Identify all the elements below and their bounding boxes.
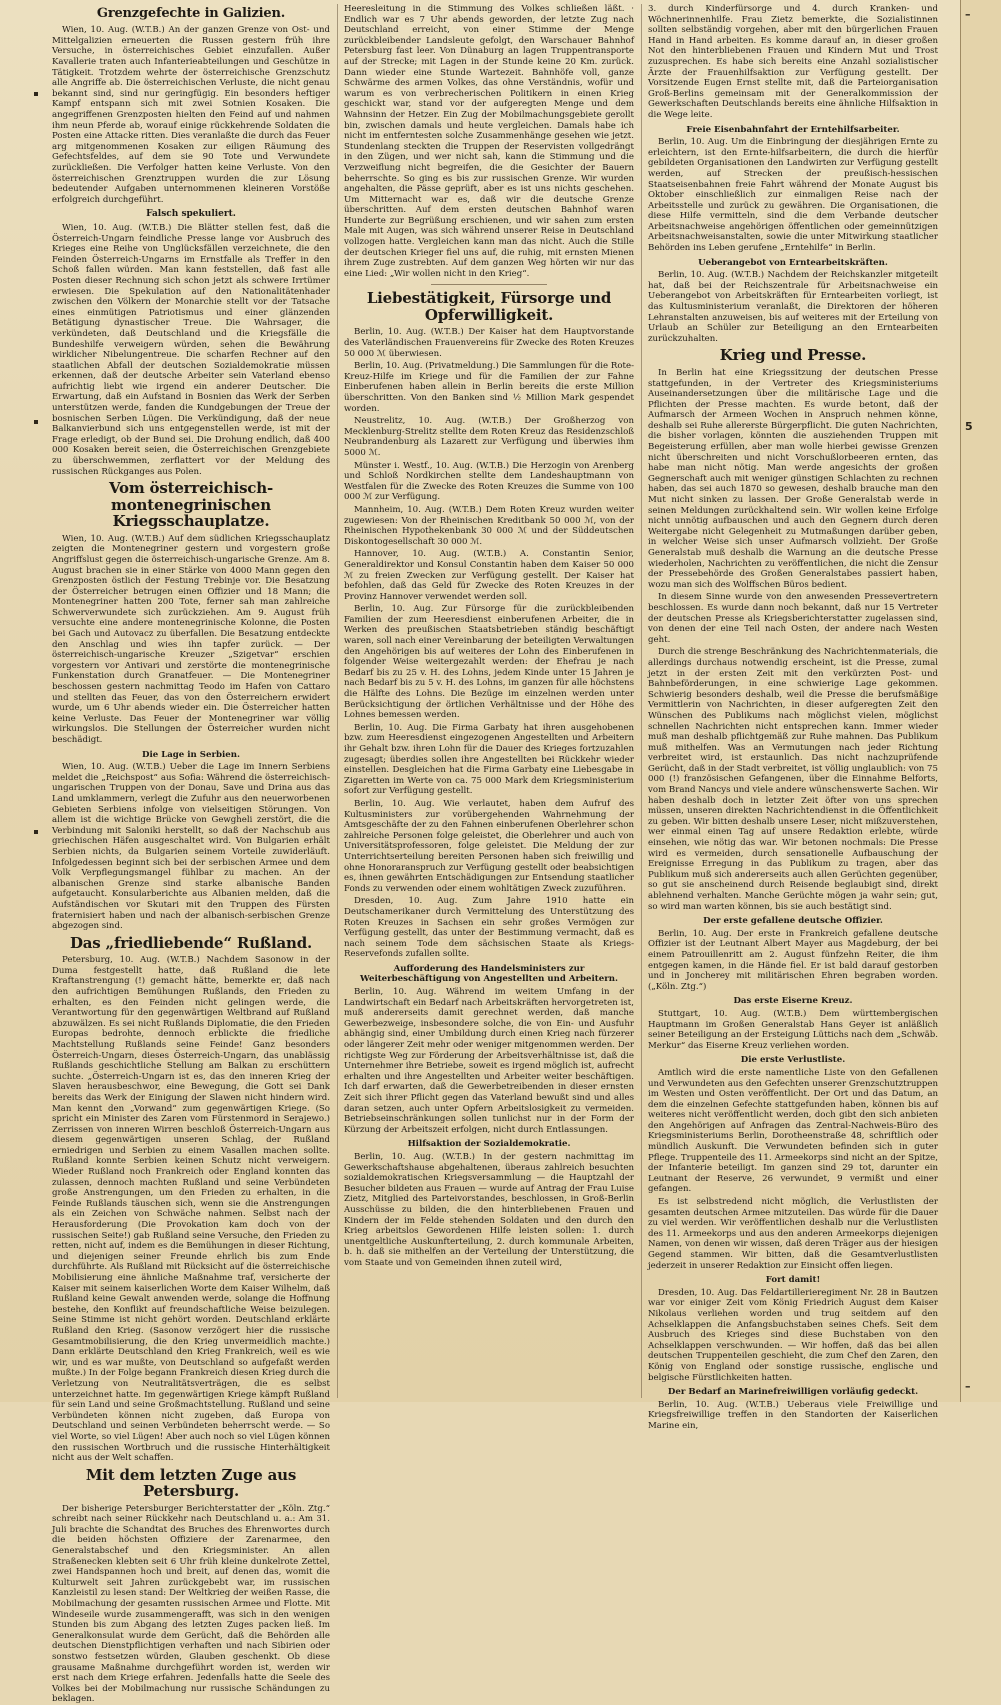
right-page-edge bbox=[960, 0, 1001, 1402]
column-1 bbox=[52, 4, 330, 1705]
column-2 bbox=[344, 4, 634, 1398]
article-paragraph: Wien, 10. Aug. (W.T.B.) Ueber die Lage im Innern Serbiens meldet die „Reichspost“ aus Sofia: Während die österreichisch-ungarischen Truppen von der Donau, Save und Drina aus das Land umklammern, verlegt die Zufuhr aus den neuerworbenen Gebieten Serbiens infolge von vielseitigen Störungen. Von allem ist die wichtige Brücke von Gewgheli zerstört, die die Verbindung mit Saloniki herstellt, so daß der Nachschub aus griechischen Häfen ausgeschaltet wird. Von Bulgarien erhält Serbien nichts, da Bulgarien seinem Vorteile zuwiderläuft. Infolgedessen beginnt sich bei der serbischen Armee und dem Volk Verpflegungsmangel fühlbar zu machen. An der albanischen Grenze sind starke albanische Banden aufgetaucht. Konsularberichte aus Albanien melden, daß die Aufständischen vor Skutari mit den Truppen des Fürsten fraternisiert haben und nach der albanisch-serbischen Grenze abgezogen sind. bbox=[52, 762, 330, 932]
article-paragraph: Mannheim, 10. Aug. (W.T.B.) Dem Roten Kreuz wurden weiter zugewiesen: Von der Rheinischen Kreditbank 50 000 ℳ, von der Rheinischen Hypothekenbank 30 000 ℳ und der Süddeutschen Diskontogesellschaft 30 000 ℳ. bbox=[344, 504, 634, 547]
article-paragraph: Berlin, 10. Aug. (Privatmeldung.) Die Sammlungen für die Rote-Kreuz-Hilfe im Kriege und für die Familien der zur Fahne Einberufenen haben allein in Berlin bereits die erste Million überschritten. Von den Banken sind ½ Million Mark gespendet worden. bbox=[344, 361, 634, 414]
column-rule bbox=[641, 4, 642, 1398]
article-paragraph: 3. durch Kinderfürsorge und 4. durch Kranken- und Wöchnerinnenhilfe. Frau Zietz bemerkte, die Sozialistinnen sollten selbständig vorgehen, aber mit den bürgerlichen Frauen Hand in Hand arbeiten. Es komme darauf an, in dieser großen Not den hinterbliebenen Frauen und Kindern Mut und Trost zuzusprechen. Es habe sich bereits eine Anzahl sozialistischer Ärzte der Frauenhilfsaktion zur Verfügung gestellt. Der Vorsitzende Eugen Ernst stellte mit, daß die Parteiorganisation Groß-Berlins gemeinsam mit der Generalkommission der Gewerkschaften Deutschlands bereits eine ähnliche Hilfsaktion in die Wege leite. bbox=[648, 4, 938, 120]
article-paragraph: Berlin, 10. Aug. (W.T.B.) Der Kaiser hat dem Hauptvorstande des Vaterländischen Frauenvereins für Zwecke des Roten Kreuzes 50 000 ℳ überwiesen. bbox=[344, 327, 634, 359]
subheading-eisernes-kreuz: Das erste Eiserne Kreuz. bbox=[733, 996, 853, 1007]
left-margin-binding bbox=[0, 0, 46, 1402]
subheading-marinefreiwillige: Der Bedarf an Marinefreiwilligen vorläufig gedeckt. bbox=[667, 1387, 919, 1398]
article-paragraph: Durch die strenge Beschränkung des Nachrichtenmaterials, die allerdings durchaus notwendig erscheint, ist die Presse, zumal jetzt in der ersten Zeit mit den verkürzten Post- und Bahnbeförderungen, in eine schwierige Lage gekommen. Schwierig besonders deshalb, weil die Presse die berufsmäßige Vermittlerin von Nachrichten, in dieser aufgeregten Zeit den Wünschen des Publikums nach möglichst vielen, möglichst schnellen Nachrichten nicht entsprechen kann. Immer wieder muß man deshalb pflichtgemäß zur Ruhe mahnen. Das Publikum muß mithelfen. Was an Vermutungen nach jeder Richtung verbreitet wird, ist erstaunlich. Das nicht nachzuprüfende Gerücht, daß in der Stadt verbreitet, ist völlig unglaublich: von 75 000 (!) französischen Gefangenen, über die Einnahme Belforts, vom Brand Nancys und viele andere wünschenswerte Sachen. Wir haben deshalb doch in letzter Zeit öfter von uns sprechen müssen, unseren direkten Nachrichtendienst in die Öffentlichkeit zu geben. Wir bitten deshalb unsere Leser, nicht mißzuverstehen, wer einmal einen Tag auf unsere Redaktion erlebte, würde einsehen, wie nötig das war. Wir betonen nochmals: Die Presse wird es vermeiden, durch sensationelle Aufbauschung der Ereignisse Erregung in das Publikum zu tragen, aber das Publikum muß sich andererseits auch allen Gerüchten gegenüber, so gut sie anscheinend durch Reisende beglaubigt sind, direkt ablehnend verhalten. Manche Gerüchte mögen ja wahr sein; gut, so wird man warten können, bis sie auch bestätigt sind. bbox=[648, 647, 938, 912]
article-paragraph: Wien, 10. Aug. (W.T.B.) An der ganzen Grenze von Ost- und Mittelgalizien erneuerten die Russen gestern früh ihre Versuche, in österreichisches Gebiet einzufallen. Außer Kavallerie traten auch Infanterieabteilungen und Geschütze in Tätigkeit. Trotzdem wehrte der österreichische Grenzschutz alle Angriffe ab. Die österreichischen Verluste, die nicht genau bekannt sind, sind nur geringfügig. Ein besonders heftiger Kampf entspann sich mit zwei Sotnien Kosaken. Die angegriffenen Grenzposten hielten den Feind auf und nahmen ihm neun Pferde ab, worauf einige rückkehrende Soldaten die Posten eine Attacke ritten. Dies veranlaßte die durch das Feuer arg mitgenommenen Kosaken zur eiligen Räumung des Gefechtsfeldes, auf dem sie 90 Tote und Verwundete zurückließen. Die Verfolger hatten keine Verluste. Von den österreichischen Grenztruppen wurden die zur Lösung bedeutender Aufgaben unternommenen kleineren Vorstöße erfolgreich durchgeführt. bbox=[52, 25, 330, 205]
article-paragraph: Berlin, 10. Aug. Wie verlautet, haben dem Aufruf des Kultusministers zur vorübergehenden Wahrnehmung der Amtsgeschäfte der zu den Fahnen einberufenen Oberlehrer schon zahlreiche Personen folge geleistet, die Oberlehrer und auch von Universitätsprofessoren, folge geleistet. Die Meldung der zur Unterrichtserteilung bereiten Personen haben sich freiwillig und ohne Honoraranspruch zur Verfügung gestellt oder beabsichtigen es, ihnen gewährten Entschädigungen zur Entsendung staatlicher Fonds zu verwenden oder einem wohltätigen Zweck zuzuführen. bbox=[344, 798, 634, 894]
headline-montenegro: Vom österreichisch-montenegrinischen Kriegsschauplatze. bbox=[109, 479, 273, 531]
subheading-falsch-spekuliert: Falsch spekuliert. bbox=[146, 209, 236, 220]
article-paragraph: Münster i. Westf., 10. Aug. (W.T.B.) Die Herzogin von Arenberg und Schloß Nordkirchen stellte dem Landeshauptmann von Westfalen für die Zwecke des Roten Kreuzes die Summe von 100 000 ℳ zur Verfügung. bbox=[344, 460, 634, 503]
article-paragraph: Berlin, 10. Aug. (W.T.B.) In der gestern nachmittag im Gewerkschaftshause abgehaltenen, überaus zahlreich besuchten sozialdemokratischen Kriegsversammlung — die Hauptzahl der Besucher bildeten aus Frauen — wurde auf Antrag der Frau Luise Zietz, Mitglied des Parteivorstandes, beschlossen, in Groß-Berlin Ausschüsse zu bilden, die den hinterbliebenen Frauen und Kindern der im Felde stehenden Soldaten und den durch den Krieg arbeitslos Gewordenen Hilfe leisten sollen: 1. durch unentgeltliche Auskunfterteilung, 2. durch kommunale Arbeiten, b. h. daß sie mithelfen an der Verteilung der Unterstützung, die vom Staate und von Gemeinden ihnen zuteil wird, bbox=[344, 1151, 634, 1268]
article-paragraph: Der bisherige Petersburger Berichterstatter der „Köln. Ztg.“ schreibt nach seiner Rückkehr nach Deutschland u. a.: Am 31. Juli brachte die Schandtat des Bruches des Ehrenwortes durch die beiden höchsten Offiziere der Zarenarmee, den Generalstabschef und den Kriegsminister. An allen Straßenecken klebten seit 6 Uhr früh kleine dunkelrote Zettel, zwei Handspannen hoch und breit, auf denen das, womit die Kulturwelt seit Jahren zurückgebebt war, im russischen Kanzleistil zu lesen stand: Der Weltkrieg der weißen Rasse, die Mobilmachung der gesamten russischen Armee und Flotte. Mit Windeseile wurde zusammengerafft, was sich in den wenigen Stunden bis zum Abgang des letzten Zuges packen ließ. Im Generalkonsulat wurde dem Gerücht, daß die Behörden alle deutschen Dienstpflichtigen verhaften und nach Sibirien oder sonstwo festsetzen würden, Glauben geschenkt. Ob diese grausame Maßnahme durchgeführt worden ist, werden wir erst nach dem Kriege erfahren. Jedenfalls hatte die Seele des Volkes bei der Mobilmachung nur russische Schändungen zu beklagen. bbox=[52, 1503, 330, 1705]
headline-krieg-und-presse: Krieg und Presse. bbox=[719, 346, 867, 365]
headline-liebestaetigkeit: Liebestätigkeit, Fürsorge und Opferwilligkeit. bbox=[366, 289, 612, 324]
article-paragraph: Hannover, 10. Aug. (W.T.B.) A. Constantin Senior, Generaldirektor und Konsul Constantin haben dem Kaiser 50 000 ℳ zu freien Zwecken zur Verfügung gestellt. Der Kaiser hat befohlen, daß das Geld für Zwecke des Roten Kreuzes in der Provinz Hannover verwendet werden soll. bbox=[344, 549, 634, 602]
article-paragraph: Berlin, 10. Aug. Der erste in Frankreich gefallene deutsche Offizier ist der Leutnant Albert Mayer aus Magdeburg, der bei einem Patrouillenritt am 2. August fünfzehn Reiter, die ihm entgegen kamen, in die Hände fiel. Er ist bald darauf gestorben und in Joncherey mit militärischen Ehren begraben worden. („Köln. Ztg.“) bbox=[648, 928, 938, 992]
subheading-erster-offizier: Der erste gefallene deutsche Offizier. bbox=[703, 916, 883, 927]
article-paragraph: Dresden, 10. Aug. Zum Jahre 1910 hatte ein Deutschamerikaner durch Vermittelung des Unterstützung des Roten Kreuzes in Sachsen ein sehr großes Vermögen zur Verfügung gestellt, das unter der Bestimmung vermacht, daß es nach seinem Tode dem sächsischen Staate als Kriegs-Reservefonds zufallen sollte. bbox=[344, 896, 634, 960]
subheading-serbien: Die Lage in Serbien. bbox=[142, 749, 240, 760]
article-paragraph: Berlin, 10. Aug. (W.T.B.) Nachdem der Reichskanzler mitgeteilt hat, daß bei der Reichszentrale für Arbeitsnachweise ein Ueberangebot von Arbeitskräften für Erntearbeiten vorliegt, ist das Kultusministerium veranlaßt, die Direktoren der höheren Lehranstalten anzuweisen, bis auf weiteres mit der Erteilung von Urlaub an Schüler zur Beteiligung an den Erntearbeiten zurückzuhalten. bbox=[648, 270, 938, 344]
article-paragraph: Dresden, 10. Aug. Das Feldartillerieregiment Nr. 28 in Bautzen war vor einiger Zeit vom König Friedrich August dem Kaiser Nikolaus verliehen worden und trug seitdem auf den Achselklappen die Anfangsbuchstaben seines Chefs. Seit dem Ausbruch des Krieges sind diese Buchstaben von den Achselklappen verschwunden. — Wir hoffen, daß das bei allen deutschen Truppenteilen geschieht, die zum Chef den Zaren, den König von England oder sonstige russische, englische und belgische Fürstlichkeiten hatten. bbox=[648, 1287, 938, 1383]
subheading-handelsminister: Aufforderung des Handelsministers zur Weiterbeschäftigung von Angestellten und Arbeitern. bbox=[360, 963, 618, 985]
subheading-verlustliste: Die erste Verlustliste. bbox=[740, 1055, 846, 1066]
subheading-ueberangebot: Ueberangebot von Erntearbeitskräften. bbox=[698, 257, 888, 268]
article-paragraph: In Berlin hat eine Kriegssitzung der deutschen Presse stattgefunden, in der Vertreter des Kriegsministeriums Auseinandersetzungen über die militärische Lage und die Pflichten der Presse machten. Es wurde betont, daß der Aufmarsch der Armeen Wochen in Anspruch nehmen könne, deshalb sei Ruhe allererste Bürgerpflicht. Die guten Nachrichten, die bisher vorlagen, könnten die ausziehenden Truppen mit Begeisterung erfüllen, aber man wolle hierbei gewisse Grenzen nicht überschreiten und nicht Vorschußlorbeeren ernten, das habe man nicht nötig. Man werde angesichts der großen Gegnerschaft auch mit weniger günstigen Schlachten zu rechnen haben, das sei auch 1870 so gewesen, deshalb brauche man den Mut nicht sinken zu lassen. Der Große Generalstab werde in seinen Meldungen zurückhaltend sein. Wir wollen keine Erfolge nicht unnötig aufbauschen und auch den Gegnern durch deren Weitergabe nicht Gelegenheit zu Mutmaßungen darüber geben, in welcher Weise sich unser Aufmarsch vollzieht. Der Große Generalstab muß deshalb die Warnung an die deutsche Presse wiederholen, Nachrichten zu veröffentlichen, die nicht die Zensur der Pressebehörde des Großen Generalstabes passiert haben, wozu man sich des Wolffschen Büros bedient. bbox=[648, 367, 938, 590]
edge-mark: 5 bbox=[965, 420, 973, 433]
article-paragraph: Berlin, 10. Aug. Um die Einbringung der diesjährigen Ernte zu erleichtern, ist den Ernte-hilfsarbeitern, die durch die hierfür gebildeten Organisationen den Landwirten zur Verfügung gestellt werden, auf Strecken der preußisch-hessischen Staatseisenbahnen freie Fahrt während der Monate August bis Oktober einschließlich zur einmaligen Reise nach der Arbeitsstelle und zurück zu gewähren. Die Organisationen, die diese Hilfe vermitteln, sind die dem Verbande deutscher Arbeitsnachweise angehörigen öffentlichen oder gemeinnützigen Arbeitsnachweisanstalten, sowie die unter Mitwirkung staatlicher Behörden ins Leben gerufene „Erntehilfe“ in Berlin. bbox=[648, 137, 938, 254]
article-paragraph: In diesem Sinne wurde von den anwesenden Pressevertretern beschlossen. Es wurde dann noch bekannt, daß nur 15 Vertreter der deutschen Presse als Kriegsberichterstatter zugelassen sind, von denen der eine Teil nach Osten, der andere nach Westen geht. bbox=[648, 592, 938, 645]
article-paragraph: Amtlich wird die erste namentliche Liste von den Gefallenen und Verwundeten aus den Gefechten unserer Grenzschutztruppen im Westen und Osten veröffentlicht. Der Ort und das Datum, an dem die einzelnen Gefechte stattgefunden haben, können bis auf weiteres nicht veröffentlicht werden, doch gibt den sich anbieten den Angehörigen auf Anfragen das Zentral-Nachweis-Büro des Kriegsministeriums Berlin, Dorotheenstraße 48, schriftlich oder mündlich Auskunft. Die Verwundeten befinden sich in guter Pflege. Truppenteile des 11. Armeekorps sind nicht an der Spitze, der Infanterie beteiligt. Im ganzen sind 29 tot, darunter ein Leutnant der Reserve, 26 verwundet, 9 vermißt und einer gefangen. bbox=[648, 1067, 938, 1195]
article-paragraph: Berlin, 10. Aug. Während im weitem Umfang in der Landwirtschaft ein Bedarf nach Arbeitskräften hervorgetreten ist, muß andererseits damit gerechnet werden, daß manche Gewerbezweige, insbesondere solche, die von Ein- und Ausfuhr abhängig sind, einer Umbildung durch einen Krieg nach fürzerer oder längerer Zeit mehr oder weniger mitgenommen werden. Der richtigste Weg zur Förderung der Arbeitsverhältnisse ist, daß die Unternehmer ihre Betriebe, soweit es irgend möglich ist, aufrecht erhalten und ihre Angestellten und Arbeiter weiter beschäftigen. Ich darf erwarten, daß die Gewerbetreibenden in dieser ernsten Zeit sich ihrer Pflicht gegen das Vaterland bewußt sind und alles daran setzen, auch unter Opfern Arbeitslosigkeit zu vermeiden. Betriebseinschränkungen sollen tunlichst nur in der Form der Kürzung der Arbeitszeit erfolgen, nicht durch Entlassungen. bbox=[344, 987, 634, 1135]
article-paragraph: Berlin, 10. Aug. (W.T.B.) Ueberaus viele Freiwillige und Kriegsfreiwillige treffen in den Standorten der Kaiserlichen Marine ein, bbox=[648, 1399, 938, 1431]
headline-petersburg: Mit dem letzten Zuge aus Petersburg. bbox=[85, 1465, 297, 1501]
edge-mark: – bbox=[965, 1380, 971, 1393]
column-rule bbox=[337, 4, 338, 1398]
subheading-fort-damit: Fort damit! bbox=[765, 1275, 821, 1286]
headline-russland: Das „friedliebende“ Rußland. bbox=[69, 933, 313, 952]
headline-grenzgefechte: Grenzgefechte in Galizien. bbox=[96, 6, 286, 21]
subheading-eisenbahnfahrt: Freie Eisenbahnfahrt der Erntehilfsarbeiter. bbox=[686, 124, 900, 135]
article-paragraph: Heeresleitung in die Stimmung des Volkes schließen läßt. · Endlich war es 7 Uhr abends geworden, der letzte Zug nach Deutschland erreicht, von einer Stimme der Menge zurückbleibender Landsleute gefolgt, den Warschauer Bahnhof Petersburg fast leer. Von Dünaburg an lagen Truppentransporte auf der Strecke; mit Lagen in der Stunde keine 20 Km. zurück. Dann wieder eine Stunde Wartezeit. Bahnhöfe voll, ganze Schwärme des armen Volkes, das ohne Verständnis, wofür und warum es von verbrecherischen Politikern in einen Krieg geschickt war, stand vor der aufgeregten Menge und dem Wahnsinn der Hetzer. Ein Zug der Mobilmachungsgebiete gerollt bin, zwischen damals und heute vergleichen. Damals habe ich nicht im entferntesten solche Zusammenhänge gesehen wie jetzt. Stundenlang steckten die Truppen der Reservisten vollgedrängt in den Zügen, und wer nicht sah, kann die Stimmung und die Verzweiflung nicht begreifen, die die Gesichter der Bauern beherrschte. So ging es bis zur russischen Grenze. Wir wurden angehalten, die Pässe geprüft, aber es ist uns nichts geschehen. Um Mitternacht war es, daß wir die deutsche Grenze überschritten. Auf dem ersten deutschen Bahnhof waren Hunderte zur Begrüßung erschienen, und wir sahen zum ersten Male mit Augen, was sich während unserer Reise in Deutschland vollzogen hatte. Vergleichen kann man das nicht. Auch die Stille der deutschen Krieger fiel uns auf, die ruhig, mit ernsten Mienen ihrem Zuge zustrebten. Auf dem ganzen Weg hörten wir nur das eine Lied: „Wir wollen nicht in den Krieg“. bbox=[344, 4, 634, 279]
article-paragraph: Neustrelitz, 10. Aug. (W.T.B.) Der Großherzog von Mecklenburg-Strelitz stellte dem Roten Kreuz das Residenzschloß Neubrandenburg als Lazarett zur Verfügung und überwies ihm 5000 ℳ. bbox=[344, 416, 634, 458]
divider bbox=[431, 284, 547, 285]
column-3 bbox=[648, 4, 938, 1431]
edge-mark: – bbox=[965, 8, 971, 21]
article-paragraph: Es ist selbstredend nicht möglich, die Verlustlisten der gesamten deutschen Armee mitzuteilen. Das würde für die Dauer zu viel werden. Wir veröffentlichen deshalb nur die Verlustlisten des 11. Armeekorps und aus den anderen Armeekorps diejenigen Namen, von denen wir wissen, daß deren Träger aus der hiesigen Gegend stammen. Wir bitten, daß die Gesamtverlustlisten jederzeit in unserer Redaktion zur Einsicht offen liegen. bbox=[648, 1197, 938, 1271]
article-paragraph: Petersburg, 10. Aug. (W.T.B.) Nachdem Sasonow in der Duma festgestellt hatte, daß Rußland die lete Kraftanstrengung (!) gemacht hätte, bemerkte er, daß nach den aufrichtigen Bemühungen Rußlands, den Frieden zu erhalten, es den Feinden nicht gelingen werde, die Verantwortung für den gegenwärtigen Weltbrand auf Rußland abzuwälzen. Es sei nicht Rußlands Diplomatie, die den Frieden Europas bedrohte, dennoch erblickte die friedliche Machtstellung Rußlands seine Feinde! Ganz besonders Österreich-Ungarn, dieses Österreich-Ungarn, das unablässig Rußlands geschichtliche Stellung am Balkan zu erschüttern suchte. „Österreich-Ungarn ist es, das den inneren Krieg der Slaven herausbeschwor, eine Bewegung, die Gott sei Dank bereits das Werk der Einigung der Slawen nicht hindern wird. Man kennt den „Vorwand“ zum gegenwärtigen Kriege. (So spricht ein Minister des Zaren vom Fürstenmord in Serajewo.) Zerrissen von inneren Wirren beschloß Österreich-Ungarn aus diesem gegenwärtigen unseren Schlag, der Rußland erniedrigen und Serbien zu einem Vasallen machen sollte. Rußland konnte Serbien keinen Schutz nicht verweigern. Wieder Rußland noch Frankreich oder England konnten das zulassen, dennoch machten Rußland und seine Verbündeten große Anstrengungen, um den Frieden zu erhalten, in die Feinde Rußlands täuschen sich, wenn sie die Anstrengungen als ein Zeichen von Schwäche nahmen. Selbst nach der Herausforderung (Die Provokation kam doch von der russischen Seite!) gab Rußland seine Versuche, den Frieden zu retten, nicht auf, indem es die Bemühungen in dieser Richtung, und diejenigen seiner Freunde ehrlich bis zum Ende durchführte. Als Rußland mit Rücksicht auf die österreichische Mobilisierung eine ähnliche Maßnahme traf, versicherte der Kaiser mit seinem kaiserlichen Worte dem Kaiser Wilhelm, daß Rußland keine Gewalt anwenden werde, solange die Hoffnung bestehe, den Konflikt auf freundschaftliche Weise beizulegen. Seine Stimme ist nicht gehört worden. Deutschland erklärte Rußland den Krieg. (Sasonow verzögert hier die russische Gesamtmobilisierung, die den Krieg unvermeidlich machte.) Dann erklärte Deutschland den Krieg Frankreich, weil es wie wir, und es war mußte, von Deutschland so aufgefaßt werden mußte.) In der Folge begann Frankreich diesen Krieg durch die Verletzung von Neutralitätsverträgen, die es selbst unterzeichnet hatte. Im gegenwärtigen Kriege kämpft Rußland für sein Land und seine Großmachtstellung. Rußland und seine Verbündeten können nicht zugeben, daß Europa von Deutschland und seinen Verbündeten beherrscht werde. — So viel Worte, so viel Lügen! Aber auch noch so viel Lügen können den russischen Wortbruch und die russische Hinterhältigkeit nicht aus der Welt schaffen. bbox=[52, 955, 330, 1464]
article-paragraph: Stuttgart, 10. Aug. (W.T.B.) Dem württembergischen Hauptmann im Großen Generalstab Hans Geyer ist anläßlich seiner Beteiligung an der Ersteigung Lüttichs nach dem „Schwäb. Merkur“ das Eiserne Kreuz verliehen worden. bbox=[648, 1008, 938, 1051]
subheading-sozialdemokratie: Hilfsaktion der Sozialdemokratie. bbox=[407, 1139, 571, 1150]
article-paragraph: Wien, 10. Aug. (W.T.B.) Auf dem südlichen Kriegsschauplatz zeigten die Montenegriner gestern und vorgestern große Angriffslust gegen die österreichisch-ungarische Grenze. Am 8. August brachen sie in einer Stärke von 4000 Mann gegen den Grenzposten östlich der Festung Trebinje vor. Die Besatzung der Österreicher betrugen einen Offizier und 18 Mann; die Montenegriner hatten 200 Tote, ferner sah man zahlreiche Schwerverwundete sich zurückziehen. Am 9. August früh versuchte eine andere montenegrinische Kolonne, die Posten bei Gach und Autovacz zu überfallen. Die Besatzung entdeckte den Anschlag und wies ihn tapfer zurück. — Der österreichisch-ungarische Kreuzer „Szigetvar“ erschien vorgestern vor Antivari und zerstörte die montenegrinische Funkenstation durch Granatfeuer. — Die Montenegriner beschossen gestern nachmittag Teodo im Hafen von Cattaro und stellten das Feuer, das von den Österreichern erwidert wurde, um 6 Uhr abends wieder ein. Die Österreicher hatten keine Verluste. Das Feuer der Montenegriner war völlig wirkungslos. Die Stellungen der Österreicher wurden nicht beschädigt. bbox=[52, 533, 330, 746]
article-paragraph: Wien, 10. Aug. (W.T.B.) Die Blätter stellen fest, daß die Österreich-Ungarn feindliche Presse lange vor Ausbruch des Krieges eine Reihe von Unglücksfällen verzeichnete, die den Feinden Österreich-Ungarns im Ernstfalle als Treffer in den Schoß fallen würden. Man kann feststellen, daß fast alle Posten dieser Rechnung sich schon jetzt als schwere Irrtümer erwiesen. Die Spekulation auf den Nationalitätenhader zwischen den Völkern der Monarchie stellt vor der Tatsache eines einmütigen Patriotismus und einer glänzenden Betätigung dynastischer Treue. Die Wahrsager, die verkündeten, daß Deutschland und die Kriegsfälle die Bundeshilfe verweigern würden, sehen die Bewährung wirklicher Nibelungentreue. Die scharfen Rechner auf den staatlichen Abfall der deutschen Sozialdemokratie müssen erkennen, daß der deutsche Arbeiter sein Vaterland ebenso aufrichtig liebt wie irgend ein anderer Deutscher. Die Erwartung, daß ein Aufstand in Bosnien das Werk der Serben unterstützen werde, fanden die Kundgebungen der Treue der bosnischen Serben Lügen. Die Verkündigung, daß der neue Balkanvierbund sich uns entgegenstellen werde, ist mit der Frage erledigt, ob der Bund sei. Die Drohung endlich, daß 400 000 Kosaken bereit seien, die Österreichischen Grenzgebiete zu überschwemmen, zerflattert vor der Meldung des russischen Rückganges aus Polen. bbox=[52, 222, 330, 477]
article-paragraph: Berlin, 10. Aug. Die Firma Garbaty hat ihren ausgehobenen bzw. zum Heeresdienst eingezogenen Angestellten und Arbeitern ihr Gehalt bzw. ihren Lohn für die Dauer des Krieges fortzuzahlen zugesagt; überdies sollen ihre Angestellten bei Rückkehr wieder einstellen. Desgleichen hat die Firma Garbaty eine Liebesgabe in Zigaretten im Werte von ca. 75 000 Mark dem Kriegsministerium sofort zur Verfügung gestellt. bbox=[344, 722, 634, 797]
article-paragraph: Berlin, 10. Aug. Zur Fürsorge für die zurückbleibenden Familien der zum Heeresdienst einberufenen Arbeiter, die in Werken des preußischen Staatsbetrieben ständig beschäftigt waren, soll nach einer Vereinbarung der beteiligten Verwaltungen den Angehörigen bis auf weiteres der Lohn des Einberufenen in folgender Weise weitergezahlt werden: der Ehefrau je nach Bedarf bis zu 25 v. H. des Lohns, jedem Kinde unter 15 Jahren je nach Bedarf bis zu 5 v. H. des Lohns, im ganzen für alle höchstens die Hälfte des Lohns. Die Bezüge im einzelnen werden unter Berücksichtigung der örtlichen Verhältnisse und der Höhe des Lohnes bemessen werden. bbox=[344, 604, 634, 721]
